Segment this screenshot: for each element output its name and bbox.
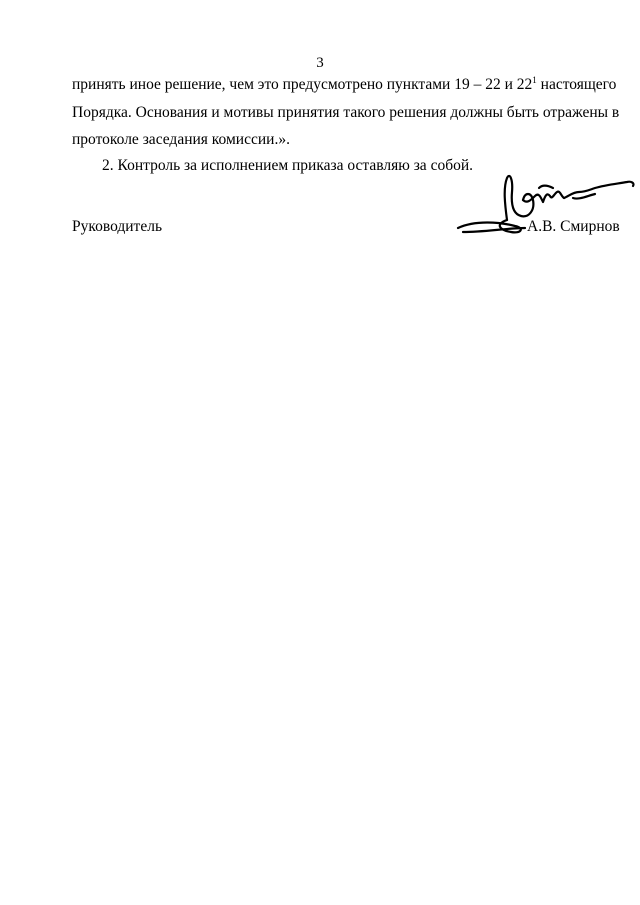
signer-title: Руководитель [72,218,163,235]
body-line-4: 2. Контроль за исполнением приказа оставляю за собой. [102,157,474,174]
body-line-1-tail: настоящего [536,76,617,93]
body-line-3: протоколе заседания комиссии.». [72,131,290,148]
signer-name: А.В. Смирнов [527,218,620,235]
body-line-2: Порядка. Основания и мотивы принятия такого решения должны быть отражены в [72,104,620,121]
body-line-1-text: принять иное решение, чем это предусмотрено пунктами 19 – 22 и 22 [72,76,533,93]
page-number: 3 [316,55,324,71]
footnote-superscript: 1 [532,74,537,85]
body-line-1 [72,74,617,94]
